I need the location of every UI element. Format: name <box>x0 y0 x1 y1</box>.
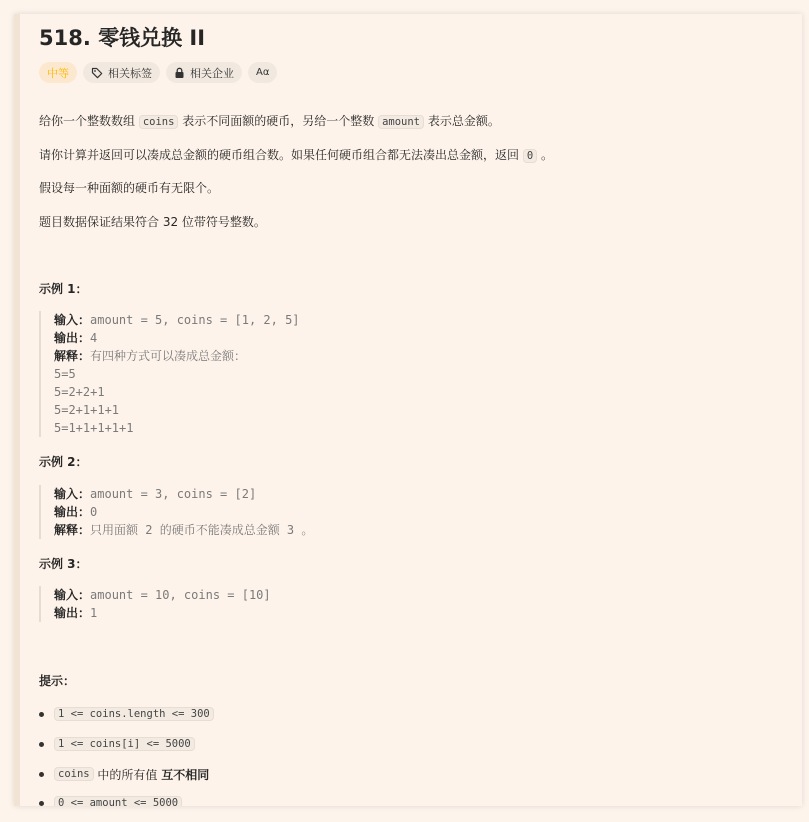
constraint-code: 1 <= coins[i] <= 5000 <box>54 737 195 751</box>
constraint-item <box>39 704 214 724</box>
example-explanation-line: 5=1+1+1+1+1 <box>54 421 134 435</box>
constraint-code: coins <box>54 767 94 781</box>
value: 0 <box>90 505 98 519</box>
constraint-code: 1 <= coins.length <= 300 <box>54 707 214 721</box>
label: 输入： <box>54 487 91 501</box>
description-paragraph-2 <box>39 147 553 164</box>
example-explanation-line: 5=2+2+1 <box>54 385 105 399</box>
description-paragraph-4: 题目数据保证结果符合 32 位带符号整数。 <box>39 215 266 229</box>
value: amount = 3, coins = [2] <box>90 487 257 501</box>
related-tags-button[interactable] <box>83 62 160 83</box>
constraint-code: 0 <= amount <= 5000 <box>54 796 182 806</box>
text: 表示不同面额的硬币，另给一个整数 <box>178 114 379 128</box>
example-input <box>54 586 271 604</box>
example-input <box>54 485 313 503</box>
difficulty-badge: 中等 <box>39 62 77 83</box>
text: 。 <box>537 148 553 162</box>
value: 1 <box>90 606 98 620</box>
label: 输出： <box>54 331 91 345</box>
lock-icon <box>174 67 185 79</box>
value: 只用面额 2 的硬币不能凑成总金额 3 。 <box>90 523 314 537</box>
problem-title: 518. 零钱兑换 II <box>39 26 206 50</box>
related-companies-label: 相关企业 <box>190 66 234 80</box>
inline-code-coins: coins <box>139 115 179 129</box>
inline-code-amount: amount <box>378 115 424 129</box>
tag-icon <box>91 67 103 79</box>
tag-row <box>39 62 277 83</box>
translate-button[interactable] <box>248 62 277 83</box>
example-explanation <box>54 347 300 365</box>
example-explanation-line: 5=5 <box>54 367 76 381</box>
text: 请你计算并返回可以凑成总金额的硬币组合数。如果任何硬币组合都无法凑出总金额，返回 <box>39 148 523 162</box>
constraint-item <box>39 734 195 754</box>
example-input <box>54 311 300 329</box>
label: 解释： <box>54 349 91 363</box>
inline-code-zero: 0 <box>523 149 537 163</box>
value: amount = 10, coins = [10] <box>90 588 271 602</box>
label: 解释： <box>54 523 91 537</box>
example-output <box>54 329 300 347</box>
value: 有四种方式可以凑成总金额： <box>90 349 247 363</box>
problem-panel <box>14 14 802 806</box>
example-explanation <box>54 521 313 539</box>
example-1-heading: 示例 1： <box>39 282 88 296</box>
translate-icon: Aα <box>256 67 270 78</box>
label: 输出： <box>54 505 91 519</box>
label: 输出： <box>54 606 91 620</box>
constraint-item <box>39 764 209 784</box>
description-paragraph-3: 假设每一种面额的硬币有无限个。 <box>39 181 220 195</box>
constraint-text: 中的所有值 <box>93 767 162 782</box>
example-explanation-line: 5=2+1+1+1 <box>54 403 120 417</box>
constraint-item <box>39 793 182 806</box>
related-companies-button[interactable] <box>166 62 242 83</box>
example-1-block <box>39 311 300 437</box>
value: amount = 5, coins = [1, 2, 5] <box>90 313 300 327</box>
label: 输入： <box>54 313 91 327</box>
constraints-heading: 提示： <box>39 674 76 688</box>
constraint-emphasis: 互不相同 <box>161 767 210 782</box>
example-output <box>54 503 313 521</box>
bullet-dot <box>39 712 44 717</box>
example-2-block <box>39 485 313 539</box>
example-2-heading: 示例 2： <box>39 455 88 469</box>
example-output <box>54 604 271 622</box>
bullet-dot <box>39 742 44 747</box>
example-3-block <box>39 586 271 622</box>
text: 表示总金额。 <box>424 114 500 128</box>
description-paragraph-1 <box>39 113 500 130</box>
bullet-dot <box>39 772 44 777</box>
example-3-heading: 示例 3： <box>39 557 88 571</box>
bullet-dot <box>39 801 44 806</box>
value: 4 <box>90 331 98 345</box>
label: 输入： <box>54 588 91 602</box>
text: 给你一个整数数组 <box>39 114 139 128</box>
related-tags-label: 相关标签 <box>108 66 152 80</box>
